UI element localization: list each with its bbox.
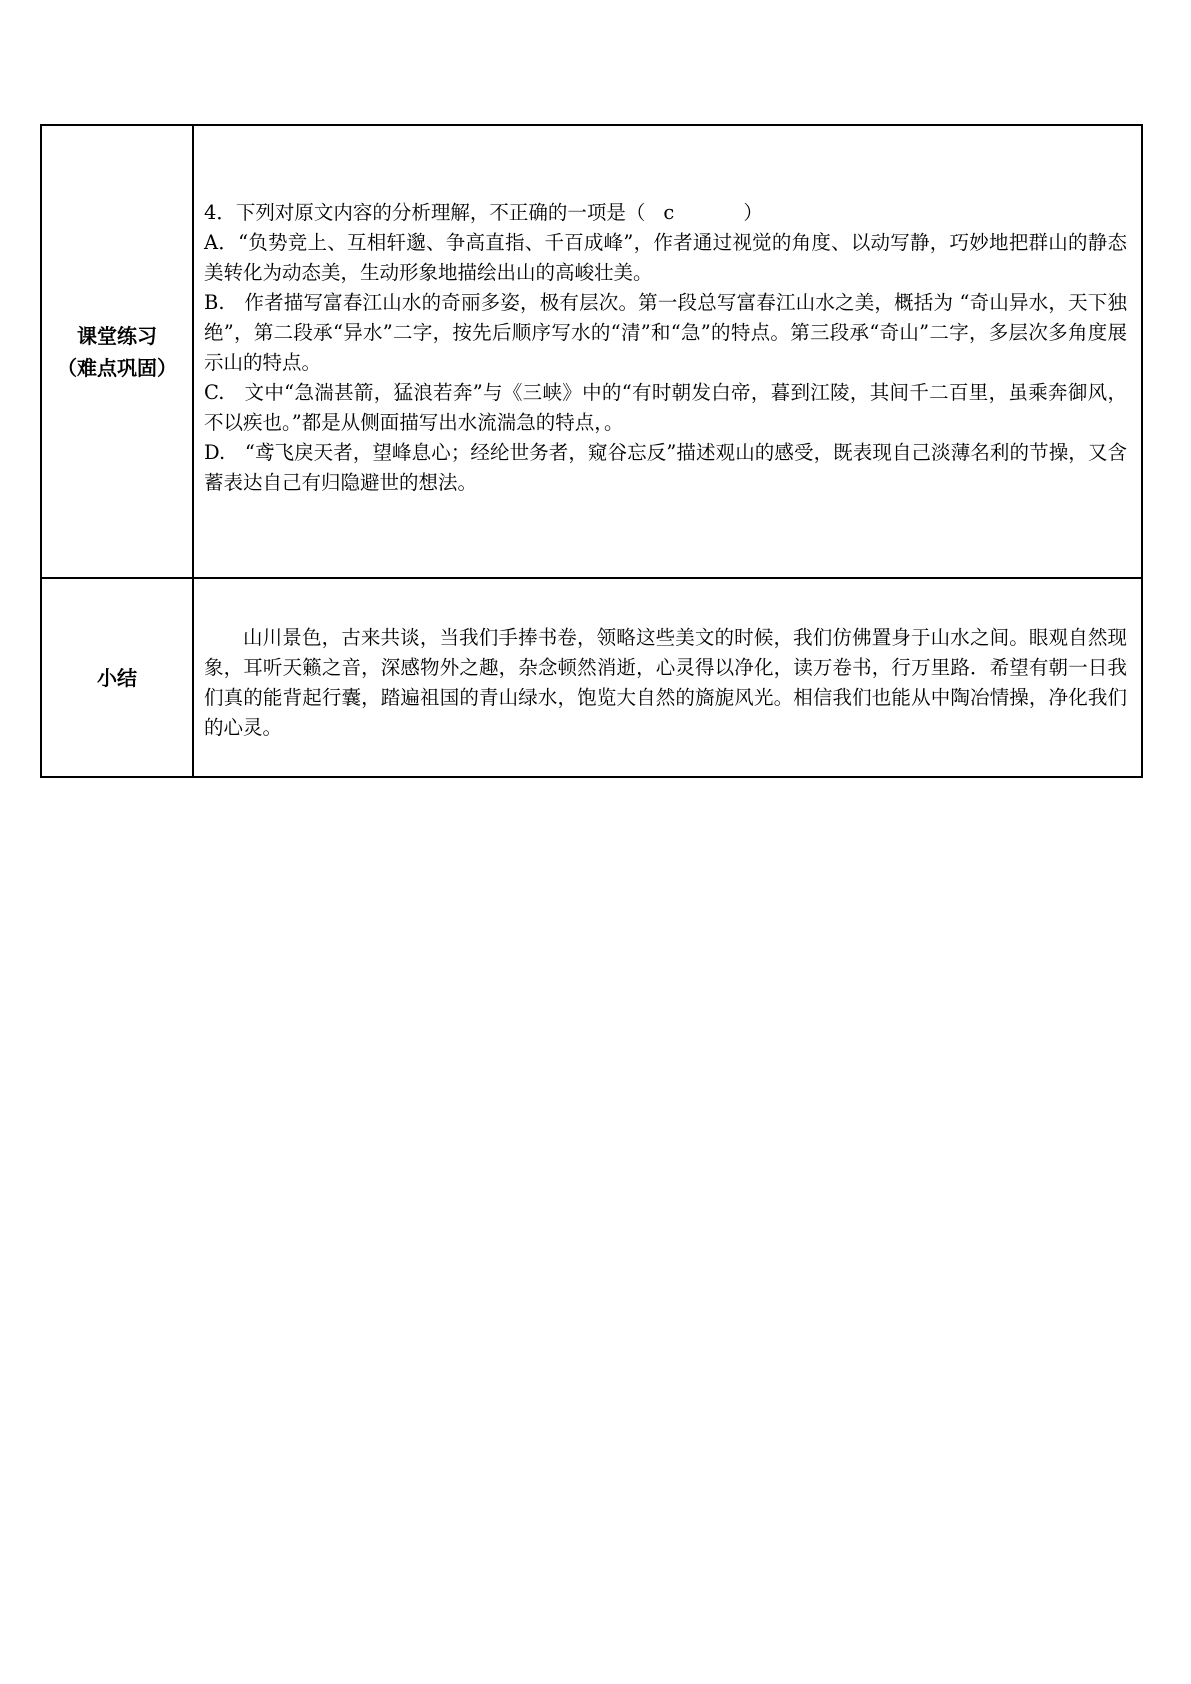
question-prefix: 4．下列对原文内容的分析理解，不正确的一项是（	[204, 201, 646, 224]
summary-text: 山川景色，古来共谈，当我们手捧书卷，领略这些美文的时候，我们仿佛置身于山水之间。眼观自然现象，耳听天籁之音，深感物外之趣，杂念顿然消逝，心灵得以净化，读万卷书，行万里路．希望有朝一日我们真的能背起行囊，踏遍祖国的青山绿水，饱览大自然的旖旎风光。相信我们也能从中陶冶情操，净化我们的心灵。	[204, 626, 1127, 739]
option-b: B. 作者描写富春江山水的奇丽多姿，极有层次。第一段总写富春江山水之美，概括为 “奇山异水，天下独绝”，第二段承“异水”二字，按先后顺序写水的“清”和“急”的特点。第三段承“奇山”二字，多层次多角度展示山的特点。	[204, 291, 1127, 374]
summary-label-cell	[41, 578, 193, 777]
exercise-content-cell	[193, 125, 1142, 578]
exercise-label-cell	[41, 125, 193, 578]
option-c: C. 文中“急湍甚箭，猛浪若奔”与《三峡》中的“有时朝发白帝，暮到江陵，其间千二百里，虽乘奔御风，不以疾也。”都是从侧面描写出水流湍急的特点，。	[204, 381, 1127, 434]
option-a: A．“负势竞上、互相轩邈、争高直指、千百成峰”，作者通过视觉的角度、以动写静，巧妙地把群山的静态美转化为动态美，生动形象地描绘出山的高峻壮美。	[204, 231, 1127, 284]
exercise-label: 课堂练习	[77, 323, 157, 348]
summary-content-cell	[193, 578, 1142, 777]
answer-text: c	[663, 201, 675, 224]
exercise-sublabel: （难点巩固）	[57, 355, 177, 380]
summary-label: 小结	[97, 665, 137, 690]
summary-row	[41, 578, 1142, 777]
question-suffix: ）	[743, 201, 763, 224]
exercise-row	[41, 125, 1142, 578]
lesson-table	[40, 124, 1143, 778]
question-line	[204, 198, 1127, 228]
option-d: D. “鸢飞戾天者，望峰息心；经纶世务者，窥谷忘反”描述观山的感受，既表现自己淡薄名利的节操，又含蓄表达自己有归隐避世的想法。	[204, 441, 1127, 494]
